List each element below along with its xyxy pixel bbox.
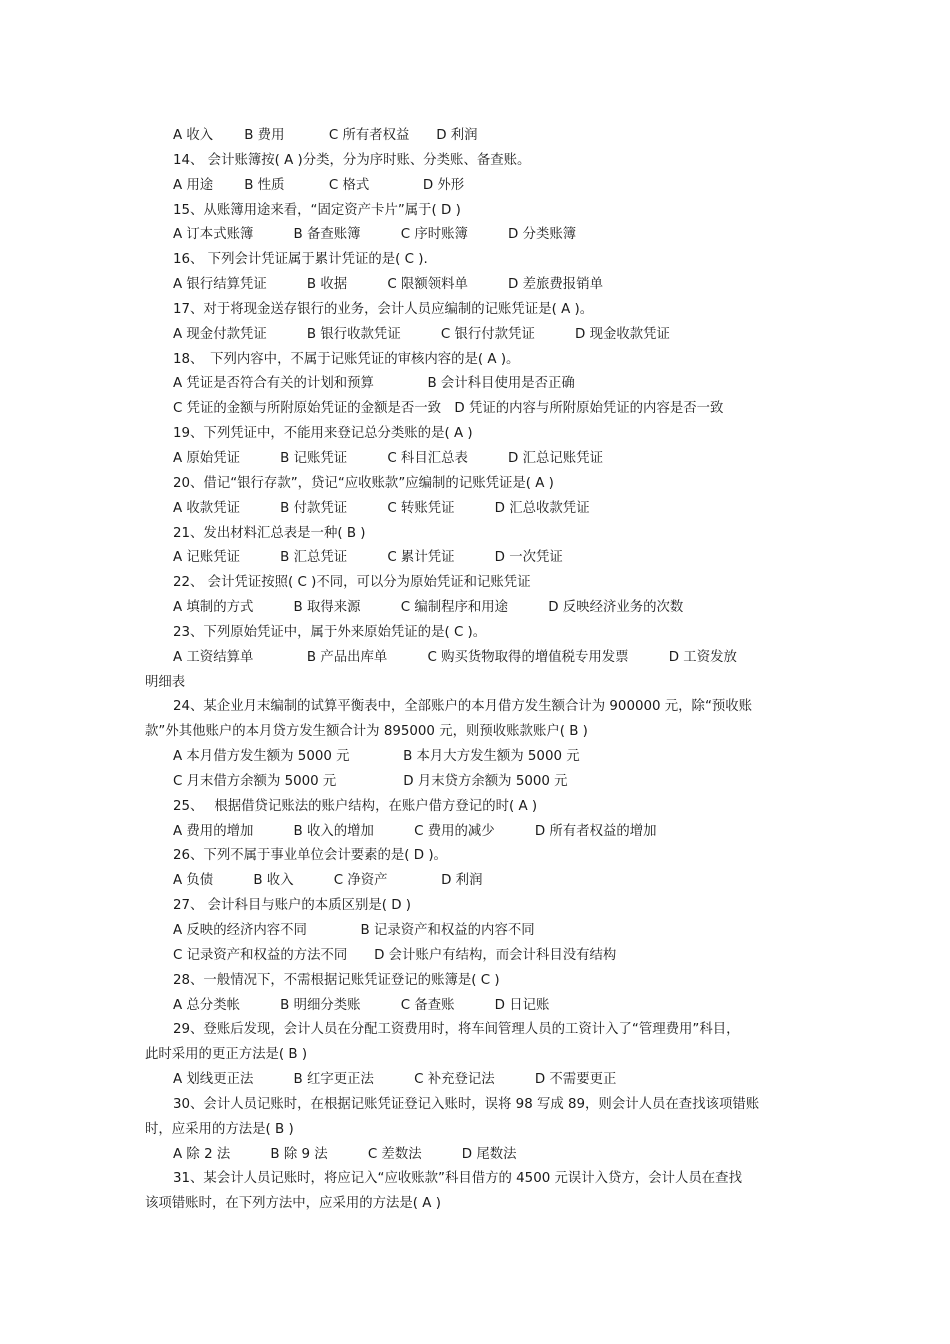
line-text: A 划线更正法 B 红字更正法 C 补充登记法 D 不需要更正	[173, 1072, 617, 1088]
text-line	[145, 372, 810, 397]
line-text: C 凭证的金额与所附原始凭证的金额是否一致 D 凭证的内容与所附原始凭证的内容是否一致	[173, 401, 724, 417]
line-text: 20、借记“银行存款”，贷记“应收账款”应编制的记账凭证是( A )	[173, 475, 554, 491]
text-line	[145, 273, 810, 298]
line-text: A 费用的增加 B 收入的增加 C 费用的减少 D 所有者权益的增加	[173, 823, 657, 839]
text-line	[145, 298, 810, 323]
text-line	[145, 1143, 810, 1168]
text-line	[145, 1018, 810, 1043]
line-text: 31、某会计人员记账时，将应记入“应收账款”科目借方的 4500 元误计入贷方，会计人员在查找	[173, 1171, 742, 1187]
text-line	[145, 1043, 810, 1068]
text-line	[145, 969, 810, 994]
text-line	[145, 1093, 810, 1118]
line-text: 28、一般情况下，不需根据记账凭证登记的账簿是( C )	[173, 972, 500, 988]
text-line	[145, 422, 810, 447]
text-line	[145, 546, 810, 571]
text-line	[145, 1068, 810, 1093]
line-text: 明细表	[145, 674, 186, 690]
line-text: 23、下列原始凭证中，属于外来原始凭证的是( C )。	[173, 624, 487, 640]
line-text: C 记录资产和权益的方法不同 D 会计账户有结构，而会计科目没有结构	[173, 947, 617, 963]
text-line	[145, 795, 810, 820]
line-text: 该项错账时，在下列方法中，应采用的方法是( A )	[145, 1196, 441, 1212]
text-line	[145, 944, 810, 969]
text-line	[145, 223, 810, 248]
text-line	[145, 497, 810, 522]
line-text: A 原始凭证 B 记账凭证 C 科目汇总表 D 汇总记账凭证	[173, 450, 603, 466]
line-text: 22、 会计凭证按照( C )不同，可以分为原始凭证和记账凭证	[173, 575, 531, 591]
line-text: 30、会计人员记账时，在根据记账凭证登记入账时，误将 98 写成 89，则会计人员在查找该项错账	[173, 1096, 760, 1112]
text-line	[145, 621, 810, 646]
text-line	[145, 124, 810, 149]
line-text: 27、 会计科目与账户的本质区别是( D )	[173, 898, 412, 914]
text-line	[145, 323, 810, 348]
text-line	[145, 174, 810, 199]
line-text: A 填制的方式 B 取得来源 C 编制程序和用途 D 反映经济业务的次数	[173, 600, 684, 616]
text-line	[145, 770, 810, 795]
line-text: A 工资结算单 B 产品出库单 C 购买货物取得的增值税专用发票 D 工资发放	[173, 649, 737, 665]
text-line	[145, 1118, 810, 1143]
line-text: 24、某企业月末编制的试算平衡表中，全部账户的本月借方发生额合计为 900000 元，除“预收账	[173, 699, 753, 715]
line-text: A 除 2 法 B 除 9 法 C 差数法 D 尾数法	[173, 1146, 517, 1162]
text-line	[145, 199, 810, 224]
text-line	[145, 894, 810, 919]
line-text: 14、 会计账簿按( A )分类，分为序时账、分类账、备查账。	[173, 152, 531, 168]
text-line	[145, 671, 810, 696]
text-line	[145, 994, 810, 1019]
line-text: A 凭证是否符合有关的计划和预算 B 会计科目使用是否正确	[173, 376, 575, 392]
text-line	[145, 1167, 810, 1192]
line-text: A 反映的经济内容不同 B 记录资产和权益的内容不同	[173, 923, 535, 938]
line-text: A 记账凭证 B 汇总凭证 C 累计凭证 D 一次凭证	[173, 550, 563, 566]
text-line	[145, 596, 810, 621]
line-text: 19、下列凭证中，不能用来登记总分类账的是( A )	[173, 426, 473, 442]
text-line	[145, 1192, 810, 1217]
text-line	[145, 397, 810, 422]
text-line	[145, 646, 810, 671]
text-line	[145, 447, 810, 472]
line-text: C 月末借方余额为 5000 元 D 月末贷方余额为 5000 元	[173, 773, 568, 789]
line-text: A 负债 B 收入 C 净资产 D 利润	[173, 873, 483, 889]
line-text: 21、发出材料汇总表是一种( B )	[173, 525, 366, 541]
line-text: 时，应采用的方法是( B )	[145, 1121, 294, 1137]
text-line	[145, 869, 810, 894]
text-line	[145, 472, 810, 497]
line-text: 18、 下列内容中，不属于记账凭证的审核内容的是( A )。	[173, 351, 520, 367]
line-text: A 总分类帐 B 明细分类账 C 备查账 D 日记账	[173, 997, 550, 1013]
line-text: 25、 根据借贷记账法的账户结构，在账户借方登记的时( A )	[173, 798, 538, 814]
text-line	[145, 348, 810, 373]
line-text: 26、下列不属于事业单位会计要素的是( D )。	[173, 848, 447, 864]
line-text: A 本月借方发生额为 5000 元 B 本月大方发生额为 5000 元	[173, 749, 580, 765]
text-line	[145, 149, 810, 174]
line-text: A 现金付款凭证 B 银行收款凭证 C 银行付款凭证 D 现金收款凭证	[173, 326, 670, 342]
line-text: A 订本式账簿 B 备查账簿 C 序时账簿 D 分类账簿	[173, 227, 577, 243]
text-line	[145, 248, 810, 273]
line-text: 17、对于将现金送存银行的业务，会计人员应编制的记账凭证是( A )。	[173, 301, 594, 317]
text-line	[145, 919, 810, 944]
line-text: A 收款凭证 B 付款凭证 C 转账凭证 D 汇总收款凭证	[173, 500, 590, 516]
line-text: 款”外其他账户的本月贷方发生额合计为 895000 元，则预收账款账户( B )	[145, 724, 588, 740]
line-text: A 用途 B 性质 C 格式 D 外形	[173, 177, 465, 193]
line-text: 16、 下列会计凭证属于累计凭证的是( C ).	[173, 252, 428, 268]
text-line	[145, 720, 810, 745]
text-line	[145, 745, 810, 770]
line-text: A 收入 B 费用 C 所有者权益 D 利润	[173, 128, 478, 143]
text-line	[145, 820, 810, 845]
line-text: 此时采用的更正方法是( B )	[145, 1047, 308, 1063]
text-line	[145, 571, 810, 596]
line-text: 15、从账簿用途来看，“固定资产卡片”属于( D )	[173, 202, 461, 218]
text-line	[145, 844, 810, 869]
line-text: A 银行结算凭证 B 收据 C 限额领料单 D 差旅费报销单	[173, 277, 603, 293]
question-list	[145, 124, 810, 1217]
line-text: 29、登账后发现，会计人员在分配工资费用时，将车间管理人员的工资计入了“管理费用”科目，	[173, 1022, 740, 1038]
text-line	[145, 695, 810, 720]
text-line	[145, 522, 810, 547]
